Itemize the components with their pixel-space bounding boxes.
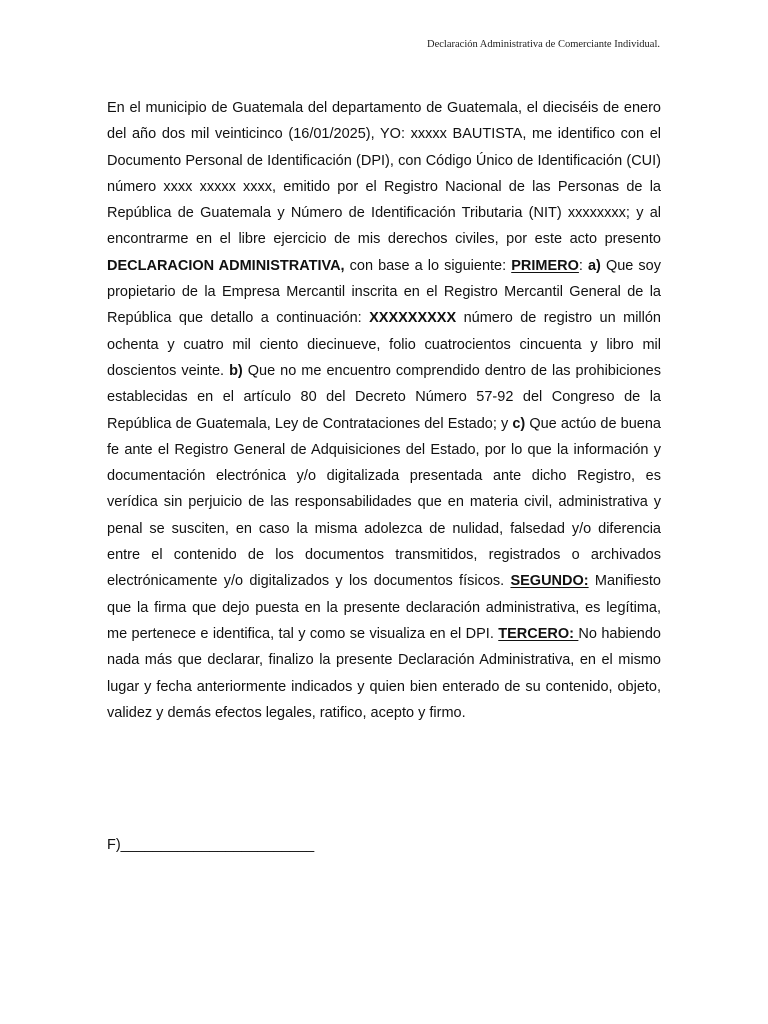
signature-line: F)________________________	[107, 837, 315, 853]
tercero-heading: TERCERO:	[498, 625, 579, 642]
clause-a-label: a)	[587, 257, 601, 274]
intro-text: En el municipio de Guatemala del departamento de Guatemala, el dieciséis de enero del año dos mil veinticinco (16/01/2025), YO: xxxxx BAUTISTA, me identifico con el Documento Personal de Identificación (DPI), con Código Único de Identificación (CUI) número xxxx xxxxx xxxx, emitido por el Registro Nacional de las Personas de la República de Guatemala y Número de Identificación Tributaria (NIT) xxxxxxxx; y al encontrarme en el libre ejercicio de mis derechos civiles, por este acto presento	[107, 100, 661, 248]
clause-c-label: c)	[512, 415, 526, 432]
primero-heading: PRIMERO	[511, 257, 579, 274]
clause-b-text: Que no me encuentro comprendido dentro de las prohibiciones establecidas en el artículo 80 del Decreto Número 57-92 del Congreso de la República de Guatemala, Ley de Contrataciones del Estado; y	[107, 362, 661, 432]
clause-a-text-end: número de registro un millón ochenta y cuatro mil ciento diecinueve, folio cuatrocientos cincuenta y libro mil doscientos veinte.	[107, 310, 661, 379]
clause-c-text: Que actúo de buena fe ante el Registro General de Adquisiciones del Estado, por lo que la información y documentación electrónica y/o digitalizada presentada ante dicho Registro, es verídica sin perjuicio de las responsabilidades que en materia civil, administrativa y penal se susciten, en caso la misma adolezca de nulidad, falsedad y/o diferencia entre el contenido de los documentos transmitidos, registrados o archivados electrónicamente y/o digitalizados y los documentos físicos.	[107, 415, 661, 590]
primero-separator: :	[578, 257, 588, 274]
tercero-text: No habiendo nada más que declarar, finalizo la presente Declaración Administrativa, en el mismo lugar y fecha anteriormente indicados y quien bien enterado de su contenido, objeto, validez y demás efectos legales, ratifico, acepto y firmo.	[107, 625, 661, 721]
intro-end-text: con base a lo siguiente:	[344, 257, 512, 274]
document-type-label: DECLARACION ADMINISTRATIVA,	[107, 257, 345, 274]
segundo-text: Manifiesto que la firma que dejo puesta en la presente declaración administrativa, es legítima, me pertenece e identifica, tal y como se visualiza en el DPI.	[107, 573, 661, 642]
clause-a-text: Que soy propietario de la Empresa Mercantil inscrita en el Registro Mercantil General de la República que detallo a continuación:	[107, 257, 661, 327]
clause-b-label: b)	[229, 362, 243, 379]
company-name: XXXXXXXXX	[369, 310, 457, 327]
running-header: Declaración Administrativa de Comerciante Individual.	[427, 39, 660, 50]
declaration-body	[107, 95, 661, 726]
segundo-heading: SEGUNDO:	[510, 573, 589, 590]
